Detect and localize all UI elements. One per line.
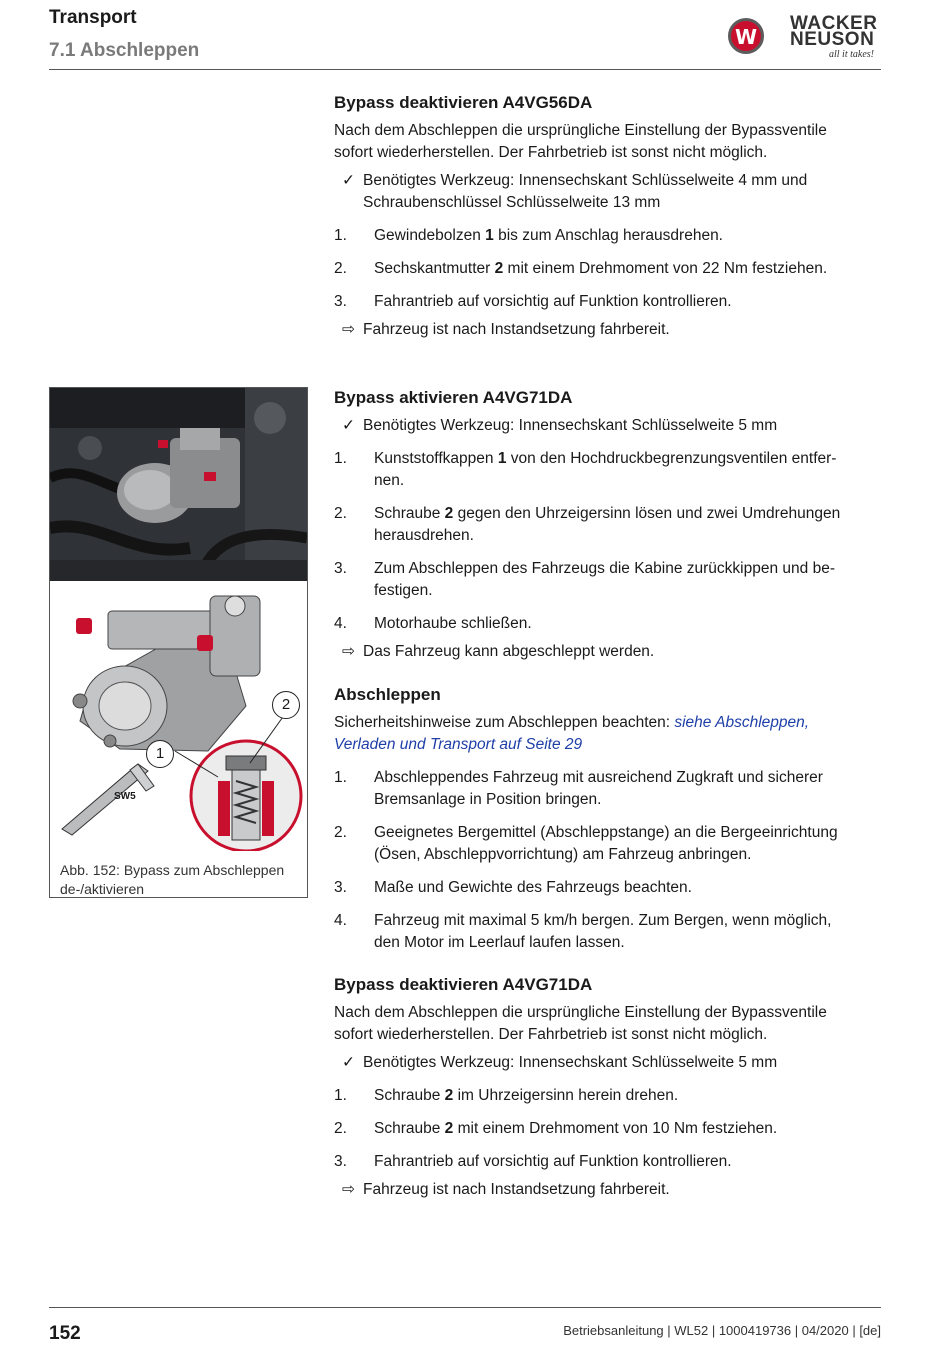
step-item: 3. Zum Abschleppen des Fahrzeugs die Kabine zurückkippen und be- festigen. — [334, 560, 835, 599]
callout-2: 2 — [272, 691, 300, 719]
result-line: ⇨ Fahrzeug ist nach Instandsetzung fahrbereit. — [334, 319, 882, 341]
step-item: 1. Schraube 2 im Uhrzeigersinn herein drehen. — [334, 1087, 679, 1104]
step-item: 2. Sechskantmutter 2 mit einem Drehmoment von 22 Nm festziehen. — [334, 260, 828, 277]
step-item: 4. Fahrzeug mit maximal 5 km/h bergen. Zum Bergen, wenn möglich, den Motor im Leerlauf laufen lassen. — [334, 912, 832, 951]
engine-photo — [50, 388, 307, 581]
page-number: 152 — [49, 1323, 81, 1344]
header-subtitle: 7.1 Abschleppen — [49, 40, 200, 61]
step-item: 1. Abschleppendes Fahrzeug mit ausreichend Zugkraft und sicherer Bremsanlage in Position bringen. — [334, 769, 823, 808]
section-heading: Abschleppen — [334, 685, 441, 704]
step-item: 3. Maße und Gewichte des Fahrzeugs beachten. — [334, 879, 692, 896]
step-item: 1. Gewindebolzen 1 bis zum Anschlag herausdrehen. — [334, 227, 723, 244]
step-item: 3. Fahrantrieb auf vorsichtig auf Funktion kontrollieren. — [334, 1153, 732, 1170]
step-item: 3. Fahrantrieb auf vorsichtig auf Funktion kontrollieren. — [334, 293, 732, 310]
section-intro: Nach dem Abschleppen die ursprüngliche Einstellung der Bypassventile sofort wiederherstellen. Der Fahrbetrieb ist sonst nicht möglich. — [334, 122, 827, 161]
required-tool: ✓ Benötigtes Werkzeug: Innensechskant Schlüsselweite 4 mm und Schraubenschlüssel Schlüsselweite 13 mm — [342, 172, 808, 211]
section-heading: Bypass deaktivieren A4VG56DA — [334, 93, 593, 112]
figure-caption: Abb. 152: Bypass zum Abschleppen de-/aktivieren — [60, 862, 285, 897]
checkmark-icon: ✓ — [342, 1054, 355, 1071]
hollow-arrow-right-icon: ⇨ — [342, 321, 355, 338]
tool-label: SW5 — [114, 791, 136, 802]
step-item: 2. Schraube 2 gegen den Uhrzeigersinn lösen und zwei Umdrehungen herausdrehen. — [334, 505, 841, 544]
checkmark-icon: ✓ — [342, 417, 355, 434]
logo-line2: NEUSON — [790, 29, 875, 50]
required-tool: ✓ Benötigtes Werkzeug: Innensechskant Schlüsselweite 5 mm — [334, 1052, 882, 1074]
required-tool: ✓ Benötigtes Werkzeug: Innensechskant Schlüsselweite 5 mm — [334, 415, 882, 437]
header-title: Transport — [49, 7, 137, 28]
hollow-arrow-right-icon: ⇨ — [342, 1181, 355, 1198]
logo-line1: WACKER — [790, 13, 878, 34]
callout-1: 1 — [146, 740, 174, 768]
footer-info: Betriebsanleitung | WL52 | 1000419736 | 04/2020 | [de] — [563, 1323, 881, 1338]
safety-link[interactable]: siehe Abschleppen, Verladen und Transport auf Seite 29 — [334, 714, 810, 753]
result-line: ⇨ Fahrzeug ist nach Instandsetzung fahrbereit. — [334, 1179, 882, 1201]
step-item: 2. Schraube 2 mit einem Drehmoment von 10 Nm festziehen. — [334, 1120, 778, 1137]
hollow-arrow-right-icon: ⇨ — [342, 643, 355, 660]
header-rule — [49, 69, 881, 70]
brand-logo — [724, 14, 884, 64]
section-heading: Bypass deaktivieren A4VG71DA — [334, 975, 593, 994]
figure-bypass — [49, 387, 308, 898]
section-bypass-deactivate-71 — [334, 974, 882, 1201]
footer-rule — [49, 1307, 881, 1308]
section-towing — [334, 684, 882, 954]
pump-drawing — [50, 581, 307, 851]
section-intro: Sicherheitshinweise zum Abschleppen beachten: siehe Abschleppen, Verladen und Transport auf Seite 29 — [334, 714, 810, 753]
section-intro: Nach dem Abschleppen die ursprüngliche Einstellung der Bypassventile sofort wiederherstellen. Der Fahrbetrieb ist sonst nicht möglich. — [334, 1004, 827, 1043]
logo-tagline: all it takes! — [829, 49, 874, 60]
section-bypass-activate-71 — [334, 387, 882, 663]
result-line: ⇨ Das Fahrzeug kann abgeschleppt werden. — [334, 641, 882, 663]
logo-mark-icon: W — [728, 18, 764, 54]
step-item: 1. Kunststoffkappen 1 von den Hochdruckbegrenzungsventilen entfer- nen. — [334, 450, 837, 489]
step-item: 2. Geeignetes Bergemittel (Abschleppstange) an die Bergeeinrichtung (Ösen, Abschleppvorrichtung) am Fahrzeug anbringen. — [334, 824, 838, 863]
step-item: 4. Motorhaube schließen. — [334, 615, 532, 632]
checkmark-icon: ✓ — [342, 172, 355, 189]
section-heading: Bypass aktivieren A4VG71DA — [334, 388, 573, 407]
section-bypass-deactivate-56 — [334, 92, 882, 341]
